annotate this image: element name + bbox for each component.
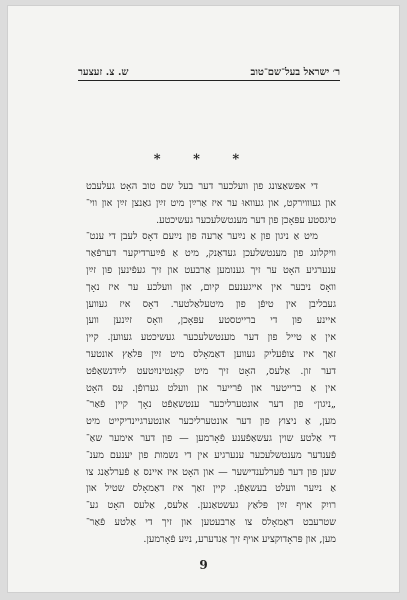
text-line: פֿענדער מענטשלעכער ענערגיע אין די נשמות פון יענעם מענ־ bbox=[86, 449, 336, 461]
text-line: שטרעבט דאַמאָלס צו אַרבעטען און זיך די אַלטע פֿאַר־ bbox=[86, 516, 336, 528]
text-line: דער זון. אַלעס, האָט זיך מיט קאָנטינויִטעט לײַדנשאַפֿט bbox=[86, 365, 336, 377]
text-line: די אפּשאַצונג פון וועלכער דער בעל שם טוב האָט געלעבט bbox=[86, 181, 318, 192]
running-header bbox=[78, 64, 340, 81]
text-line: איינע פון די ברייטסטע עפּאָכן, וואָס זײַנען ווען bbox=[86, 315, 336, 327]
text-line: און געוווירקט, און געוואוּ ער איז אַרײַן מיט זײַן גאַנצן זײַן און ווי־ bbox=[86, 197, 336, 209]
text-line: מען, אַ ניצוץ פון דער אונטערליכער אונטערגיינדיקייט מיט bbox=[86, 416, 336, 428]
text-line: אין אַ טייל פון דער מענטשלעכער געשיכטע געווען. קיין bbox=[86, 332, 336, 344]
body-text bbox=[86, 179, 336, 549]
text-line: אין אַ ברייטער און פֿרייער און וועלט גערופֿן. עס האָט bbox=[86, 382, 336, 394]
text-line: „ניגון״ פון דער אונטערליכער ענטשאַפֿט נאָך קיין פֿאַר־ bbox=[86, 399, 336, 411]
text-line: זאַך איז צופֿעליק געווען דאַמאָלס מיט זײַן פּלאַץ אונטער bbox=[86, 348, 336, 360]
text-line: אַ נײַער וועלט בעשאַפֿן. קיין זאַך איז דאַמאָלס שטיל און bbox=[86, 483, 336, 495]
text-line: מען, און פּראָדוקציע אויף זיך אַנדערע, נײַע פֿאָרמען. bbox=[143, 533, 336, 545]
text-line: רויִק אויף זײַן פּלאַץ געשטאַנען. אַלעס, אַלעס האָט גע־ bbox=[86, 500, 336, 512]
section-ornament: * * * bbox=[153, 152, 254, 167]
text-line: געבליבן אין טיפֿן פון מיטעלאַלטער. דאָס איז געווען bbox=[86, 298, 336, 310]
text-line: טיגסטע עפּאָכן פון דער מענטשלעכער געשיכטע. bbox=[156, 214, 336, 226]
text-line: שען פון דער פֿערלענדישער — און האָט איז איינס אַ פֿערלאַנג צו bbox=[86, 466, 336, 478]
page-number: 9 bbox=[199, 558, 208, 572]
header-title: ר׳ ישראל בעל־שם־טוב bbox=[250, 67, 340, 78]
text-line: מיט אַ ניגון פון אַ נײַער אַרעה פון נײַעם דאָס לעבן די ענט־ bbox=[86, 231, 318, 243]
document-page bbox=[8, 6, 399, 592]
header-author: ש. צ. זעצער bbox=[78, 67, 129, 78]
text-line: ענערגיע האָט ער זיך גענומען אַרבעט און זיך געפֿינען פון זײַן bbox=[86, 264, 336, 276]
text-line: וויקלונג פון מענטשלעכן געדאַנק, מיט אַ פֿײַערדיקער דערפֿאַר bbox=[86, 248, 336, 260]
text-line: די אַלטע שוין געשאַפֿענע פֿאָרמען — פון דער אימער שאַ־ bbox=[86, 432, 336, 444]
text-line: וואָס ניבער אין אייגענעם קיום, און וועלכע ער איז נאָך bbox=[86, 281, 336, 293]
